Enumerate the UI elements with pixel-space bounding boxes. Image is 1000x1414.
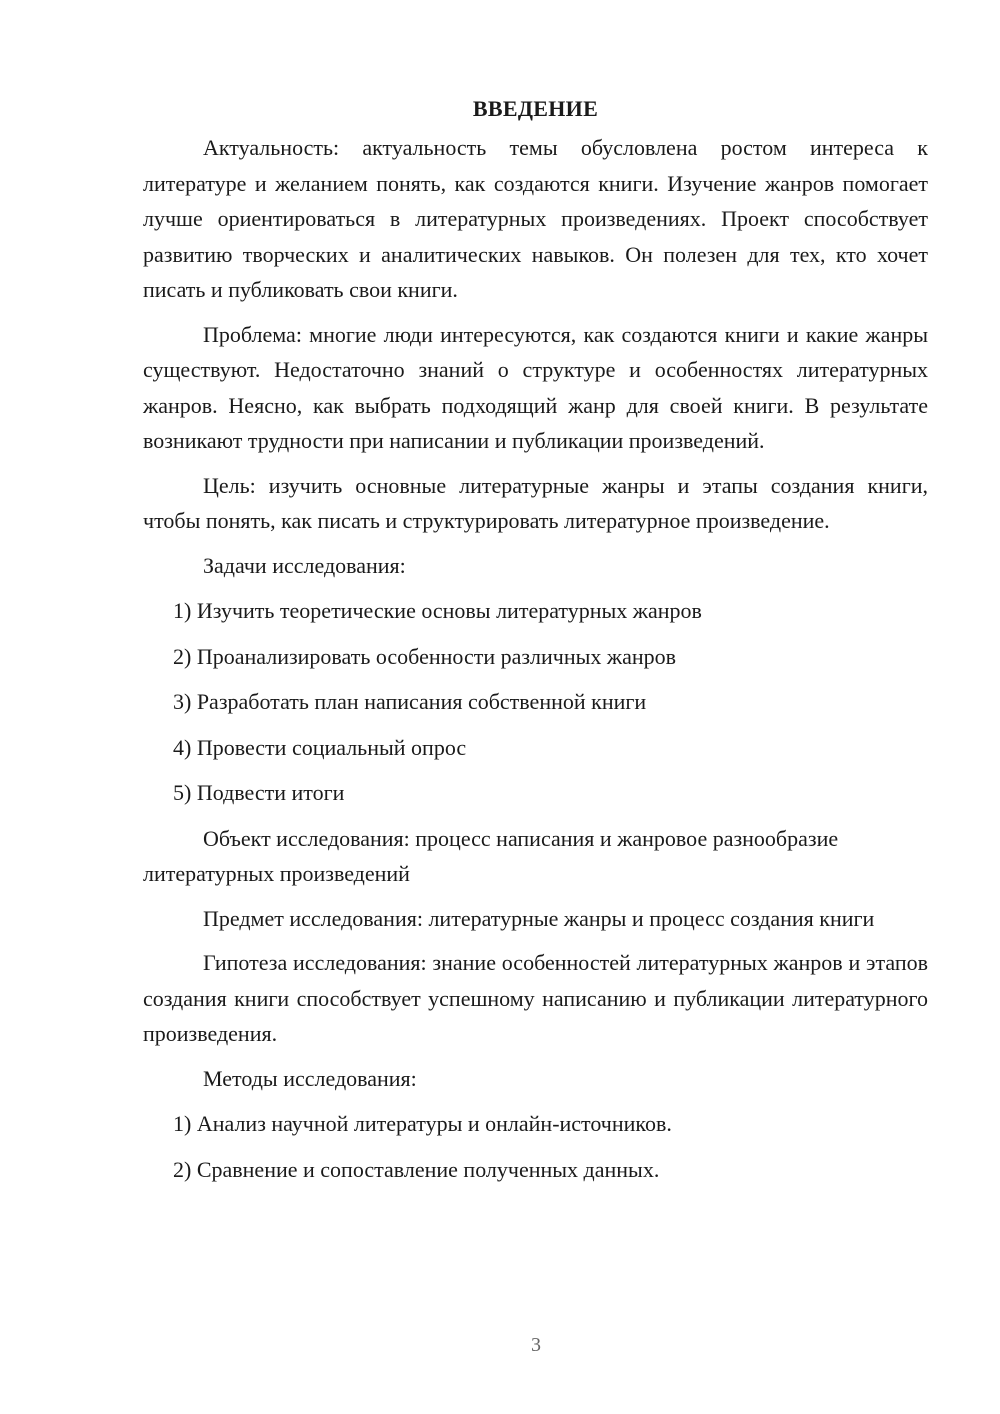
list-item: 5) Подвести итоги [173, 780, 345, 805]
list-item: 3) Разработать план написания собственной книги [173, 689, 647, 714]
list-item: 2) Сравнение и сопоставление полученных данных. [173, 1156, 660, 1182]
section-title: ВВЕДЕНИЕ [472, 96, 599, 121]
problem-paragraph: Проблема: многие люди интересуются, как создаются книги и какие жанры существуют. Недостаточно знаний о структуре и особенностях литературных жанров. Неясно, как выбрать подходящий жанр для своей книги. В результате возникают трудности при написании и публикации произведений. [143, 321, 928, 453]
list-item: 2) Проанализировать особенности различных жанров [173, 643, 677, 669]
list-item: 1) Анализ научной литературы и онлайн-источников. [173, 1111, 672, 1136]
tasks-list [143, 593, 928, 811]
subject-paragraph: Предмет исследования: литературные жанры и процесс создания книги [203, 905, 875, 931]
goal-paragraph: Цель: изучить основные литературные жанры и этапы создания книги, чтобы понять, как писать и структурировать литературное произведение. [143, 472, 928, 533]
relevance-paragraph: Актуальность: актуальность темы обусловлена ростом интереса к литературе и желанием понять, как создаются книги. Изучение жанров помогает лучше ориентироваться в литературных произведениях. Проект способствует развитию творческих и аналитических навыков. Он полезен для тех, кто хочет писать и публиковать свои книги. [143, 135, 928, 302]
object-paragraph: Объект исследования: процесс написания и жанровое разнообразие литературных произведений [143, 825, 839, 886]
list-item: 4) Провести социальный опрос [173, 734, 467, 760]
list-item: 1) Изучить теоретические основы литературных жанров [173, 598, 702, 623]
methods-list [143, 1106, 928, 1187]
document-page [143, 92, 928, 1197]
page-number: 3 [531, 1334, 541, 1356]
hypothesis-paragraph: Гипотеза исследования: знание особенностей литературных жанров и этапов создания книги способствует успешному написанию и публикации литературного произведения. [143, 950, 928, 1046]
tasks-heading: Задачи исследования: [203, 552, 406, 578]
methods-heading: Методы исследования: [203, 1065, 417, 1091]
